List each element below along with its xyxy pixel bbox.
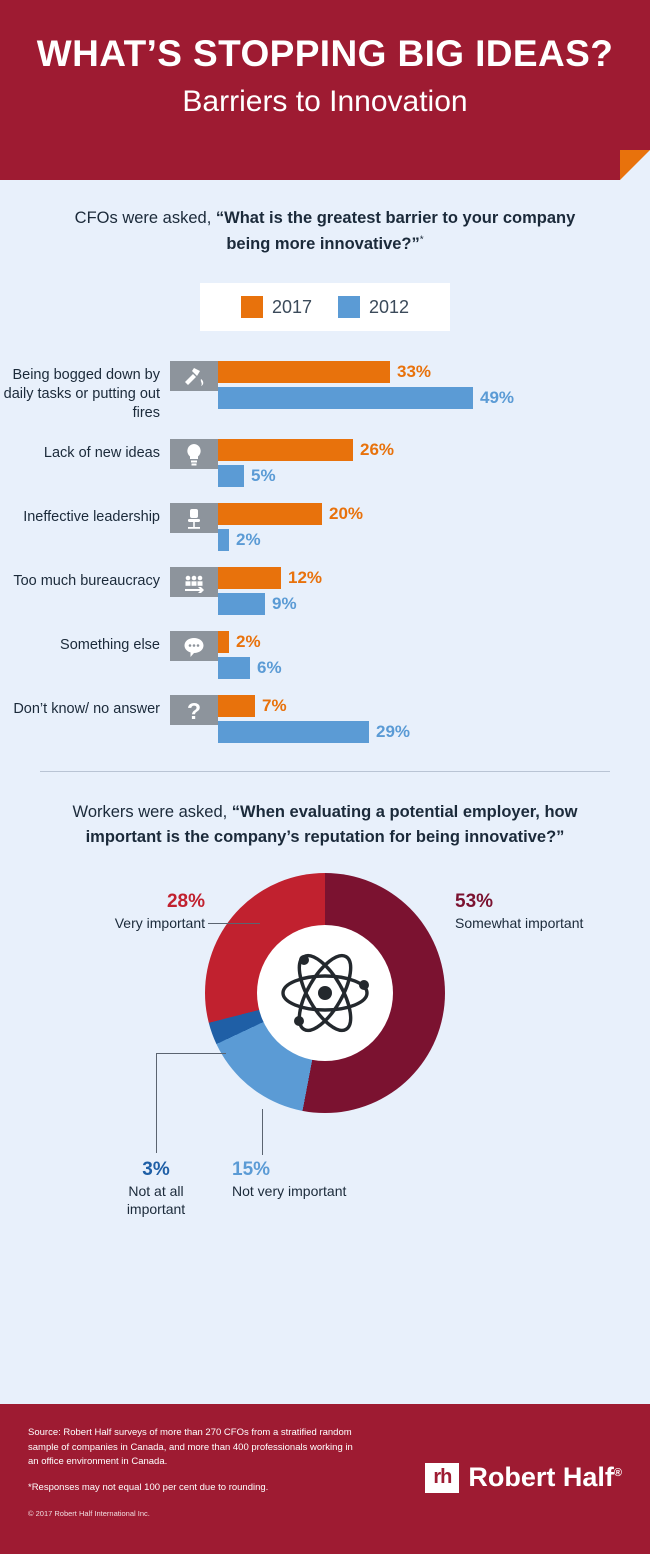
bar-value-2017: 20% bbox=[329, 503, 364, 523]
bar-category-label: Ineffective leadership bbox=[23, 508, 160, 525]
bar-values bbox=[218, 361, 626, 409]
bar-values bbox=[218, 631, 626, 679]
donut-center bbox=[257, 925, 393, 1061]
bar-line-2017 bbox=[218, 567, 626, 589]
legend-label-2012: 2012 bbox=[369, 296, 410, 317]
donut-label: Not at all important bbox=[126, 1182, 186, 1217]
bar-category-label: Too much bureaucracy bbox=[13, 572, 160, 589]
donut-value: 3% bbox=[142, 1158, 170, 1180]
question-one-asterisk: * bbox=[419, 234, 424, 246]
legend-label-2017: 2017 bbox=[271, 296, 312, 317]
logo-wordmark bbox=[468, 1462, 622, 1493]
bar-value-2017: 12% bbox=[288, 567, 323, 587]
donut-callout-not-very-important bbox=[232, 1159, 346, 1200]
donut-value: 15% bbox=[232, 1158, 271, 1180]
page-title: WHAT’S STOPPING BIG IDEAS? bbox=[36, 33, 614, 74]
donut-callout-somewhat-important bbox=[455, 891, 583, 932]
importance-donut-chart bbox=[0, 861, 650, 1251]
header-banner bbox=[0, 0, 650, 180]
bar-value-2012: 49% bbox=[480, 388, 515, 408]
bar-line-2017 bbox=[218, 503, 626, 525]
bar-line-2012 bbox=[218, 529, 626, 551]
source-text: Source: Robert Half surveys of more than 270 CFOs from a stratified random sample of companies in Canada, and more than 400 professionals working in an office environment in Canada. bbox=[28, 1427, 353, 1468]
bar-fill-2017 bbox=[218, 503, 322, 525]
bar-line-2017 bbox=[218, 631, 626, 653]
bar-line-2012 bbox=[218, 721, 626, 743]
footer-band bbox=[0, 1404, 650, 1554]
atom-icon bbox=[273, 941, 377, 1045]
bar-row bbox=[0, 361, 626, 423]
question-mark-icon bbox=[170, 695, 218, 725]
bar-fill-2017 bbox=[218, 695, 255, 717]
copyright-text: © 2017 Robert Half International Inc. bbox=[28, 1509, 150, 1519]
bar-line-2012 bbox=[218, 387, 626, 409]
chart-legend bbox=[200, 283, 450, 331]
legend-item-2012 bbox=[338, 296, 409, 318]
bar-values bbox=[218, 695, 626, 743]
donut-value: 53% bbox=[455, 890, 494, 912]
bar-line-2017 bbox=[218, 695, 626, 717]
tasks-fire-icon bbox=[170, 361, 218, 391]
logo-wordmark-text: Robert Half bbox=[468, 1462, 614, 1492]
bar-fill-2017 bbox=[218, 439, 353, 461]
question-one bbox=[60, 206, 590, 257]
bar-row bbox=[0, 439, 626, 487]
bar-fill-2012 bbox=[218, 387, 473, 409]
bar-values bbox=[218, 503, 626, 551]
donut-callout-not-at-all-important bbox=[110, 1159, 202, 1218]
bureaucracy-people-icon bbox=[170, 567, 218, 597]
bar-category-label: Don’t know/ no answer bbox=[13, 700, 160, 717]
lightbulb-icon bbox=[170, 439, 218, 469]
speech-bubble-icon bbox=[170, 631, 218, 661]
bar-row bbox=[0, 503, 626, 551]
bar-row bbox=[0, 631, 626, 679]
bar-value-2017: 2% bbox=[236, 631, 261, 651]
orange-square-icon bbox=[241, 296, 263, 318]
donut-ring bbox=[205, 873, 445, 1113]
bar-value-2017: 7% bbox=[262, 695, 287, 715]
registered-trademark-icon: ® bbox=[613, 1467, 622, 1479]
bar-value-2017: 26% bbox=[360, 439, 395, 459]
bar-line-2012 bbox=[218, 657, 626, 679]
bar-category-label: Something else bbox=[60, 636, 160, 653]
bar-fill-2012 bbox=[218, 465, 244, 487]
bar-value-2012: 9% bbox=[272, 593, 297, 613]
bar-value-2012: 29% bbox=[376, 721, 411, 741]
corner-fold-decoration bbox=[620, 150, 650, 180]
bar-fill-2017 bbox=[218, 567, 281, 589]
bar-line-2017 bbox=[218, 439, 626, 461]
footnote-text: *Responses may not equal 100 per cent due to rounding. bbox=[28, 1482, 269, 1494]
svg-text:?: ? bbox=[186, 697, 202, 724]
bar-fill-2012 bbox=[218, 657, 250, 679]
bar-values bbox=[218, 439, 626, 487]
bar-line-2012 bbox=[218, 593, 626, 615]
leader-line-not-very-important bbox=[262, 1109, 263, 1155]
bar-value-2017: 33% bbox=[397, 362, 432, 382]
donut-label: Somewhat important bbox=[455, 914, 584, 931]
bar-line-2012 bbox=[218, 465, 626, 487]
legend-item-2017 bbox=[241, 296, 312, 318]
donut-callout-very-important bbox=[20, 891, 205, 932]
bar-value-2012: 2% bbox=[236, 529, 261, 549]
bar-row bbox=[0, 695, 626, 743]
section-divider bbox=[40, 771, 610, 772]
question-two bbox=[40, 800, 610, 851]
bar-category-label: Being bogged down by daily tasks or putting out fires bbox=[3, 367, 160, 421]
bar-category-label: Lack of new ideas bbox=[43, 444, 160, 461]
page-subtitle: Barriers to Innovation bbox=[182, 84, 468, 118]
blue-square-icon bbox=[338, 296, 360, 318]
office-chair-icon bbox=[170, 503, 218, 533]
barriers-bar-chart bbox=[0, 361, 650, 743]
leader-line-very-important bbox=[208, 923, 260, 924]
question-two-lead: Workers were asked, bbox=[72, 802, 232, 821]
leader-line-not-at-all-b bbox=[156, 1053, 157, 1153]
bar-fill-2017 bbox=[218, 361, 390, 383]
bar-row bbox=[0, 567, 626, 615]
robert-half-logo bbox=[425, 1462, 622, 1493]
bar-fill-2012 bbox=[218, 721, 369, 743]
leader-line-not-at-all-a bbox=[156, 1053, 226, 1054]
bar-value-2012: 5% bbox=[251, 465, 276, 485]
bar-fill-2012 bbox=[218, 593, 265, 615]
donut-label: Not very important bbox=[232, 1182, 347, 1199]
question-one-lead: CFOs were asked, bbox=[74, 209, 216, 227]
bar-fill-2012 bbox=[218, 529, 229, 551]
question-two-bold: “When evaluating a potential employer, how important is the company’s reputation for being innovative?” bbox=[85, 802, 578, 847]
donut-label: Very important bbox=[114, 914, 205, 931]
rh-monogram-icon: rh bbox=[425, 1463, 459, 1493]
donut-value: 28% bbox=[166, 890, 205, 912]
question-one-bold: “What is the greatest barrier to your company being more innovative?” bbox=[215, 209, 576, 253]
bar-values bbox=[218, 567, 626, 615]
bar-fill-2017 bbox=[218, 631, 229, 653]
bar-line-2017 bbox=[218, 361, 626, 383]
bar-value-2012: 6% bbox=[257, 657, 282, 677]
